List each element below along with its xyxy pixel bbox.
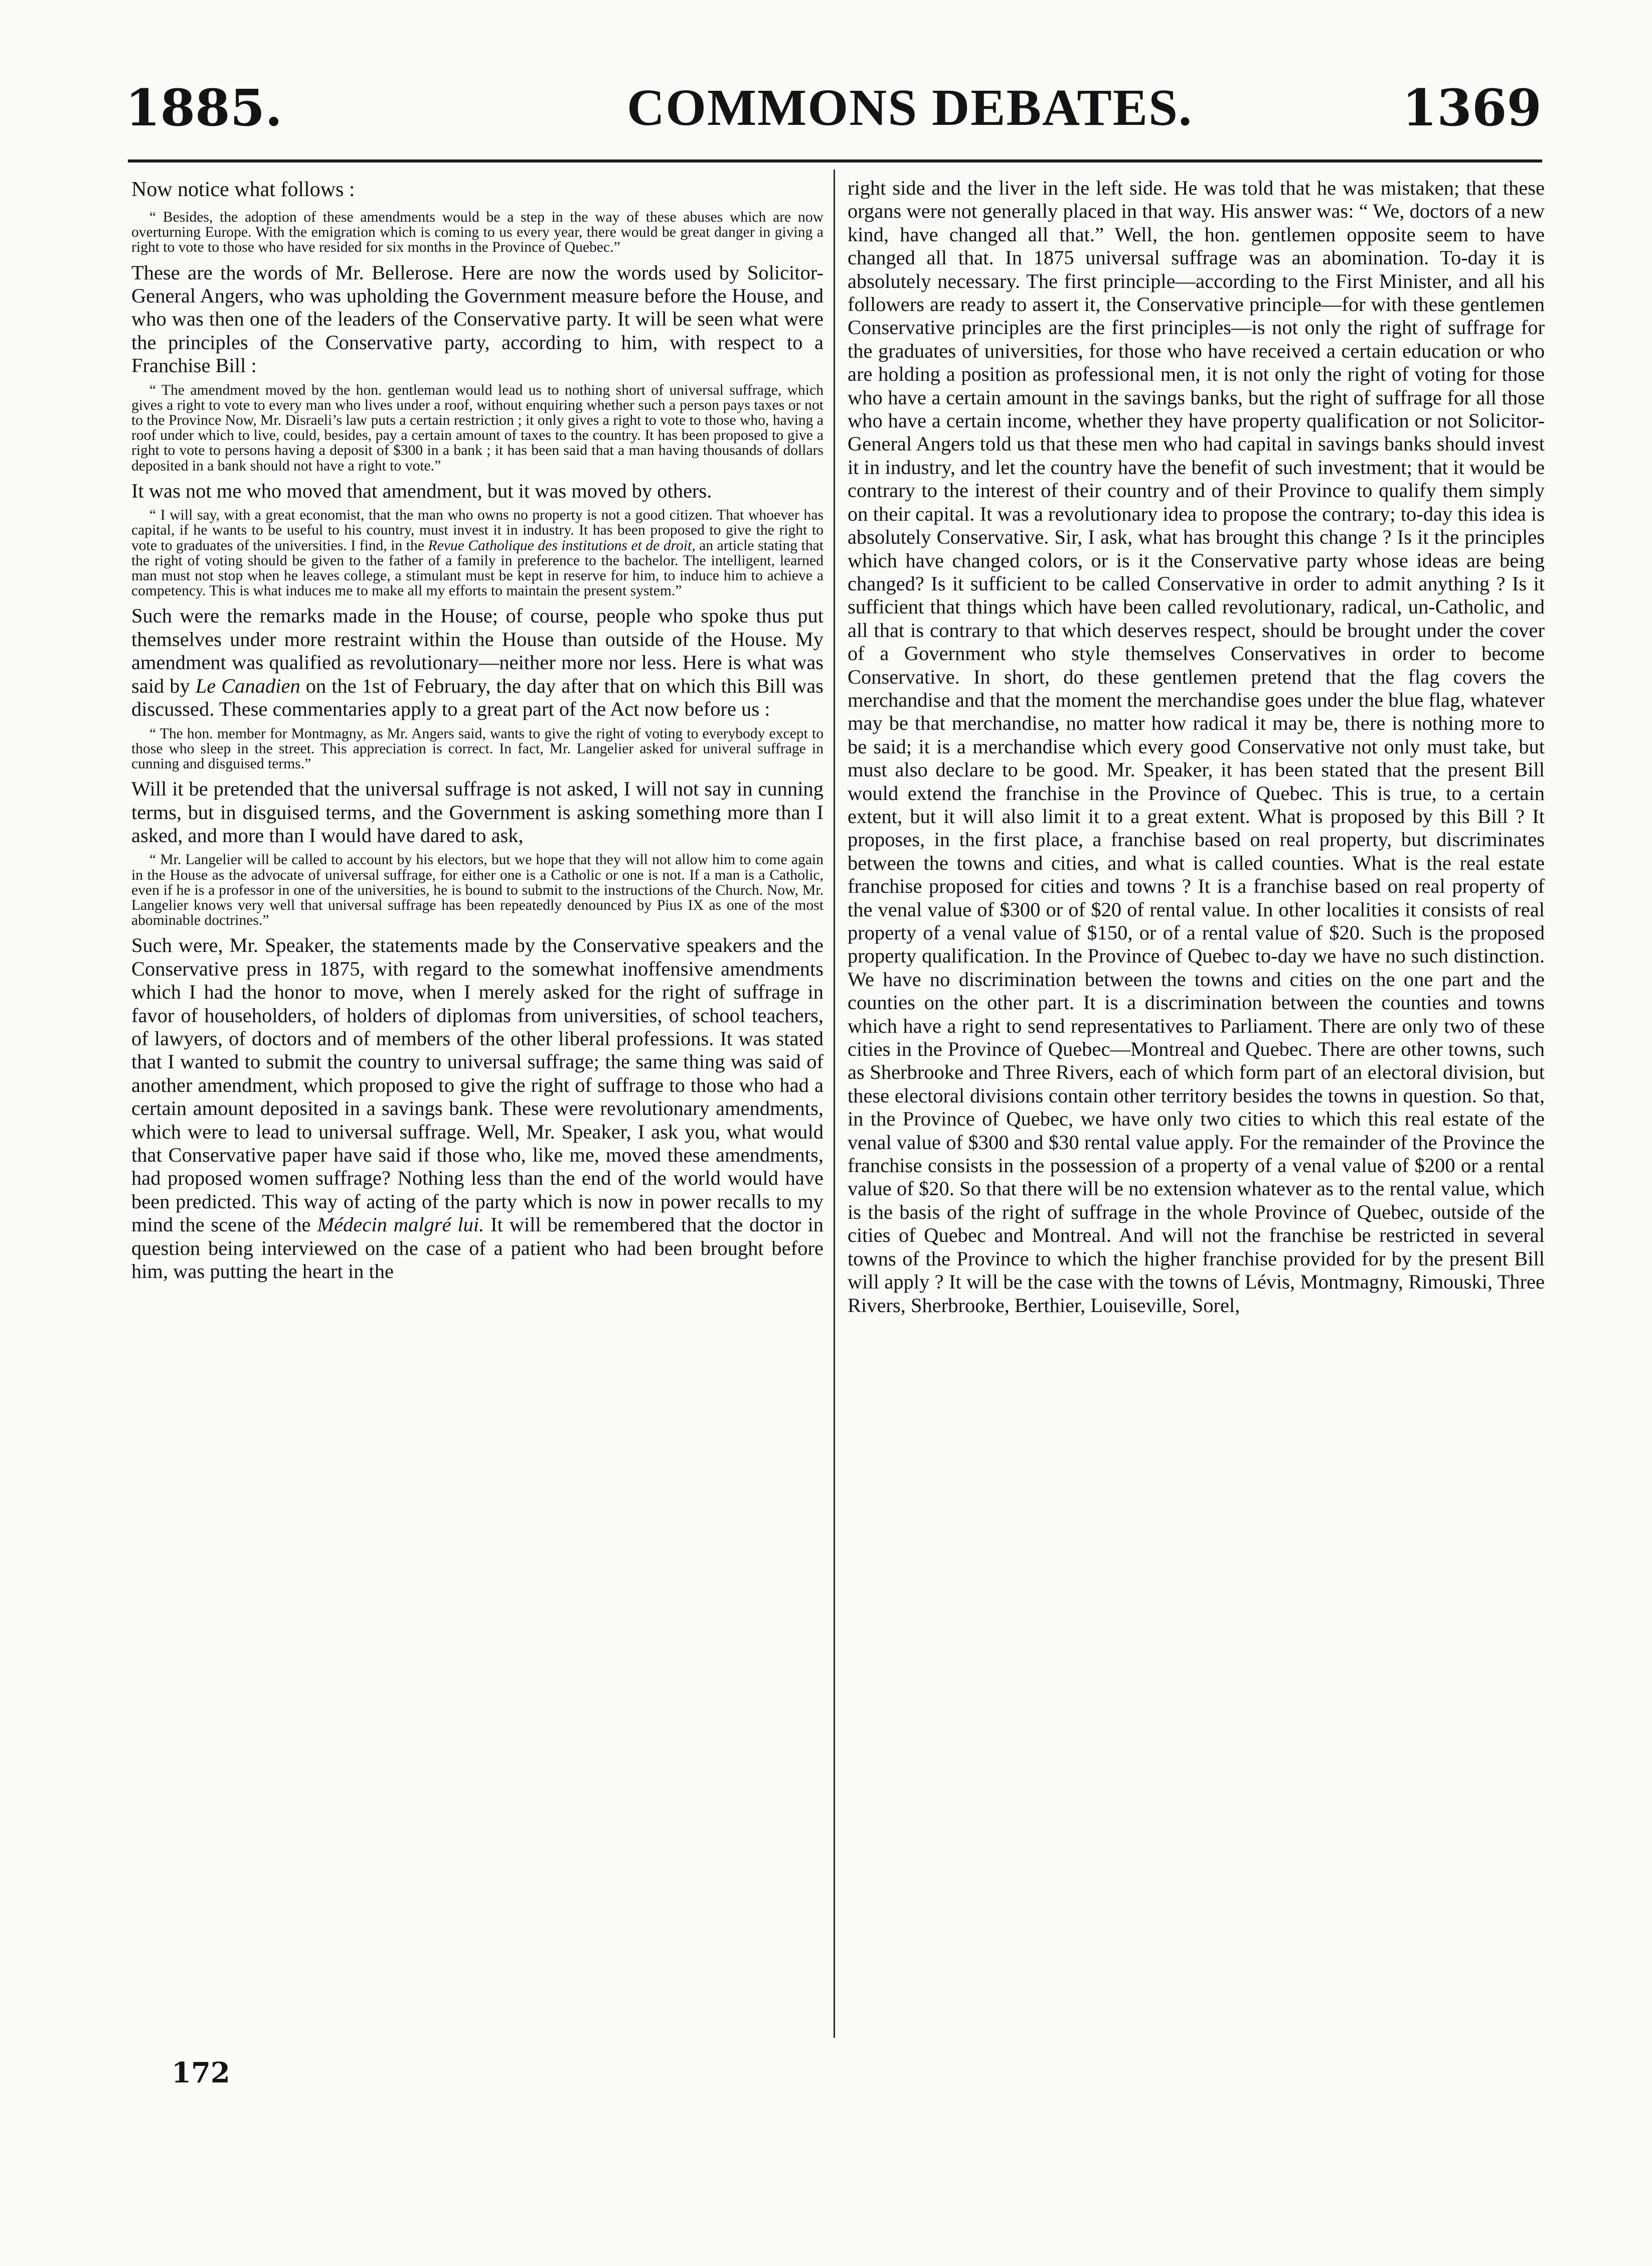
paragraph-remarks — [131, 604, 823, 721]
signature-mark: 172 — [172, 2056, 230, 2089]
paragraph-statements-text-a: Such were, Mr. Speaker, the statements made by the Conservative speakers and the Conservative press in 1875, with regard to the somewhat inoffensive amendments which I had the honor to move, when I merely asked for the right of suffrage in favor of householders, of holders of diplomas from universities, of school teachers, of lawyers, of doctors and of members of the other liberal professions. It was stated that I wanted to submit the country to universal suffrage; the same thing was said of another amendment, which proposed to give the right of suffrage to those who had a certain amount deposited in a savings bank. These were revolutionary amendments, which were to lead to universal suffrage. Well, Mr. Speaker, I ask you, what would that Conservative paper have said if those who, like me, moved these amendments, had proposed women suffrage? Nothing less than the end of the world would have been predicted. This way of acting of the party which is now in power recalls to my mind the scene of the — [131, 934, 823, 1236]
right-column — [848, 177, 1545, 1317]
quote-economist — [131, 508, 823, 598]
paragraph-statements-medecin: Médecin malgré lui. — [317, 1213, 484, 1236]
quote-economist-revue: Revue Catholique des institutions et de droit, — [428, 537, 696, 554]
paragraph-remarks-text-b: on the 1st of February, the day after that on which this Bill was discussed. These commentaries apply to a great part of the Act now before us : — [131, 674, 824, 721]
intro-line: Now notice what follows : — [131, 178, 355, 201]
paragraph-amendment: It was not me who moved that amendment, but it was moved by others. — [131, 479, 712, 502]
left-column — [131, 177, 823, 1283]
paragraph-angers: These are the words of Mr. Bellerose. Here are now the words used by Solicitor-General Angers, who was upholding the Government measure before the House, and who was then one of the leaders of the Conservative party. It will be seen what were the principles of the Conservative party, according to him, with respect to a Franchise Bill : — [131, 261, 823, 377]
paragraph-right-continued: right side and the liver in the left side. He was told that he was mistaken; that these organs were not generally placed in that way. His answer was: “ We, doctors of a new kind, have changed all that.” Well, the hon. gentlemen opposite seem to have changed all that. In 1875 universal suffrage was an abomination. To-day it is absolutely necessary. The first principle—according to the First Minister, and all his followers are ready to assert it, the Conservative principle—for with these gentlemen Conservative principles are the first principles—is not only the right of suffrage for the graduates of universities, for those who have received a certain education or who are holding a position as professional men, it is not only the right of voting for those who have a certain amount in the savings banks, but the right of suffrage for all those who have a certain income, whether they have property qualification or not Solicitor-General Angers told us that these men who had capital in savings banks should invest it in industry, and let the country have the benefit of such investment; that it would be contrary to the interest of their country and of their Province to qualify them simply on their capital. It was a revolutionary idea to propose the contrary; to-day this idea is absolutely Conservative. Sir, I ask, what has brought this change ? Is it the principles which have changed colors, or is it the Conservative party whose ideas are being changed? Is it sufficient to be called Conservative in order to admit anything ? Is it sufficient that things which have been called revolutionary, radical, un-Catholic, and all that is contrary to that which deserves respect, should be brought under the cover of a Government who style themselves Conservatives in order to become Conservative. In short, do these gentlemen pretend that the flag covers the merchandise and that the moment the merchandise goes under the blue flag, whatever may be that merchandise, no matter how radical it may be, there is nothing more to be said; it is a merchandise which every good Conservative not only must take, but must also declare to be good. Mr. Speaker, it has been stated that the present Bill would extend the franchise in the Province of Quebec. This is true, to a certain extent, but it will also limit it to a great extent. What is proposed by this Bill ? It proposes, in the first place, a franchise based on real property, but discriminates between the towns and cities, and what is called counties. What is the real estate franchise proposed for cities and towns ? It is a franchise based on real property of the venal value of $300 or of $20 of rental value. In other localities it consists of real property of a venal value of $150, or of a rental value of $20. Such is the proposed property qualification. In the Province of Quebec to-day we have no such distinction. We have no discrimination between the towns and cities on the one part and the counties on the other part. It is a discrimination between the counties and towns which have a right to send representatives to Parliament. There are only two of these cities in the Province of Quebec—Montreal and Quebec. There are other towns, such as Sherbrooke and Three Rivers, each of which form part of an electoral division, but these electoral divisions contain other territory besides the towns in question. So that, in the Province of Quebec, we have only two cities to which this real estate of the venal value of $300 and $30 rental value apply. For the remainder of the Province the franchise consists in the possession of a property of a venal value of $200 or a rental value of $20. So that there will be no extension whatever as to the rental value, which is the basis of the right of suffrage in the whole Province of Quebec, outside of the cities of Quebec and Montreal. And will not the franchise be restricted in several towns of the Province to which the higher franchise provided for by the present Bill will apply ? It will be the case with the towns of Lévis, Montmagny, Rimouski, Three Rivers, Sherbrooke, Berthier, Louiseville, Sorel, — [848, 177, 1545, 1317]
quote-bellerose: “ Besides, the adoption of these amendments would be a step in the way of these abuses which are now overturning Europe. With the emigration which is coming to us every year, there would be great danger in giving a right to vote to those who have resided for six months in the Province of Quebec.” — [131, 209, 823, 256]
column-divider — [834, 170, 835, 2038]
paragraph-statements — [131, 934, 823, 1283]
quote-economist-text-a: “ I will say, with a great economist, that the man who owns no property is not a good citizen. That whoever has capital, if he wants to be useful to his country, must invest it in industry. It has been proposed to give the right to vote to graduates of the universities. I find, in the — [131, 507, 823, 554]
quote-langelier: “ Mr. Langelier will be called to account by his electors, but we hope that they will not allow him to come again in the House as the advocate of universal suffrage, for either one is a Catholic or one is not. If a man is a Catholic, even if he is a professor in one of the universities, he is bound to submit to the instructions of the Church. Now, Mr. Langelier knows very well that universal suffrage has been repeatedly denounced by Pius IX as one of the most abominable doctrines.” — [131, 852, 823, 929]
quote-economist-text-b: an article stating that the right of voting should be given to the father of a family in preference to the bachelor. The intelligent, learned man must not stop when he leaves college, a stimulant must be kept in reserve for him, to induce him to achieve a competency. This is what induces me to make all my efforts to maintain the present system.” — [131, 537, 823, 599]
quote-montmagny: “ The hon. member for Montmagny, as Mr. Angers said, wants to give the right of voting to everybody except to those who sleep in the street. This appreciation is correct. In fact, Mr. Langelier asked for univeral suffrage in cunning and disguised terms.” — [131, 725, 823, 772]
quote-angers: “ The amendment moved by the hon. gentleman would lead us to nothing short of universal suffrage, which gives a right to vote to every man who lives under a roof, without enquiring whether such a person pays taxes or not to the Province Now, Mr. Disraeli’s law puts a certain restriction ; it only gives a right to vote to those who, having a roof under which to live, could, besides, pay a certain amount of taxes to the country. It has been proposed to give a right to vote to persons having a deposit of $300 in a bank ; it has been said that a man having thousands of dollars deposited in a bank should not have a right to vote.” — [131, 382, 823, 474]
header-rule — [128, 159, 1542, 163]
header-page-number: 1369 — [1402, 78, 1542, 137]
paragraph-statements-text-b: It will be remembered that the doctor in question being interviewed on the case of a patient who had been brought before him, was putting the heart in the — [131, 1213, 823, 1283]
paragraph-remarks-canadien: Le Canadien — [195, 674, 300, 697]
header-year: 1885. — [125, 78, 283, 137]
paragraph-remarks-text-a: Such were the remarks made in the House; of course, people who spoke thus put themselves under more restraint within the House than outside of the House. My amendment was qualified as revolutionary—neither more nor less. Here is what was said by — [131, 604, 823, 697]
header-title: COMMONS DEBATES. — [627, 79, 1193, 136]
paragraph-universal-suffrage: Will it be pretended that the universal suffrage is not asked, I will not say in cunning terms, but in disguised terms, and the Government is asking something more than I asked, and more than I would have dared to ask, — [131, 777, 823, 847]
